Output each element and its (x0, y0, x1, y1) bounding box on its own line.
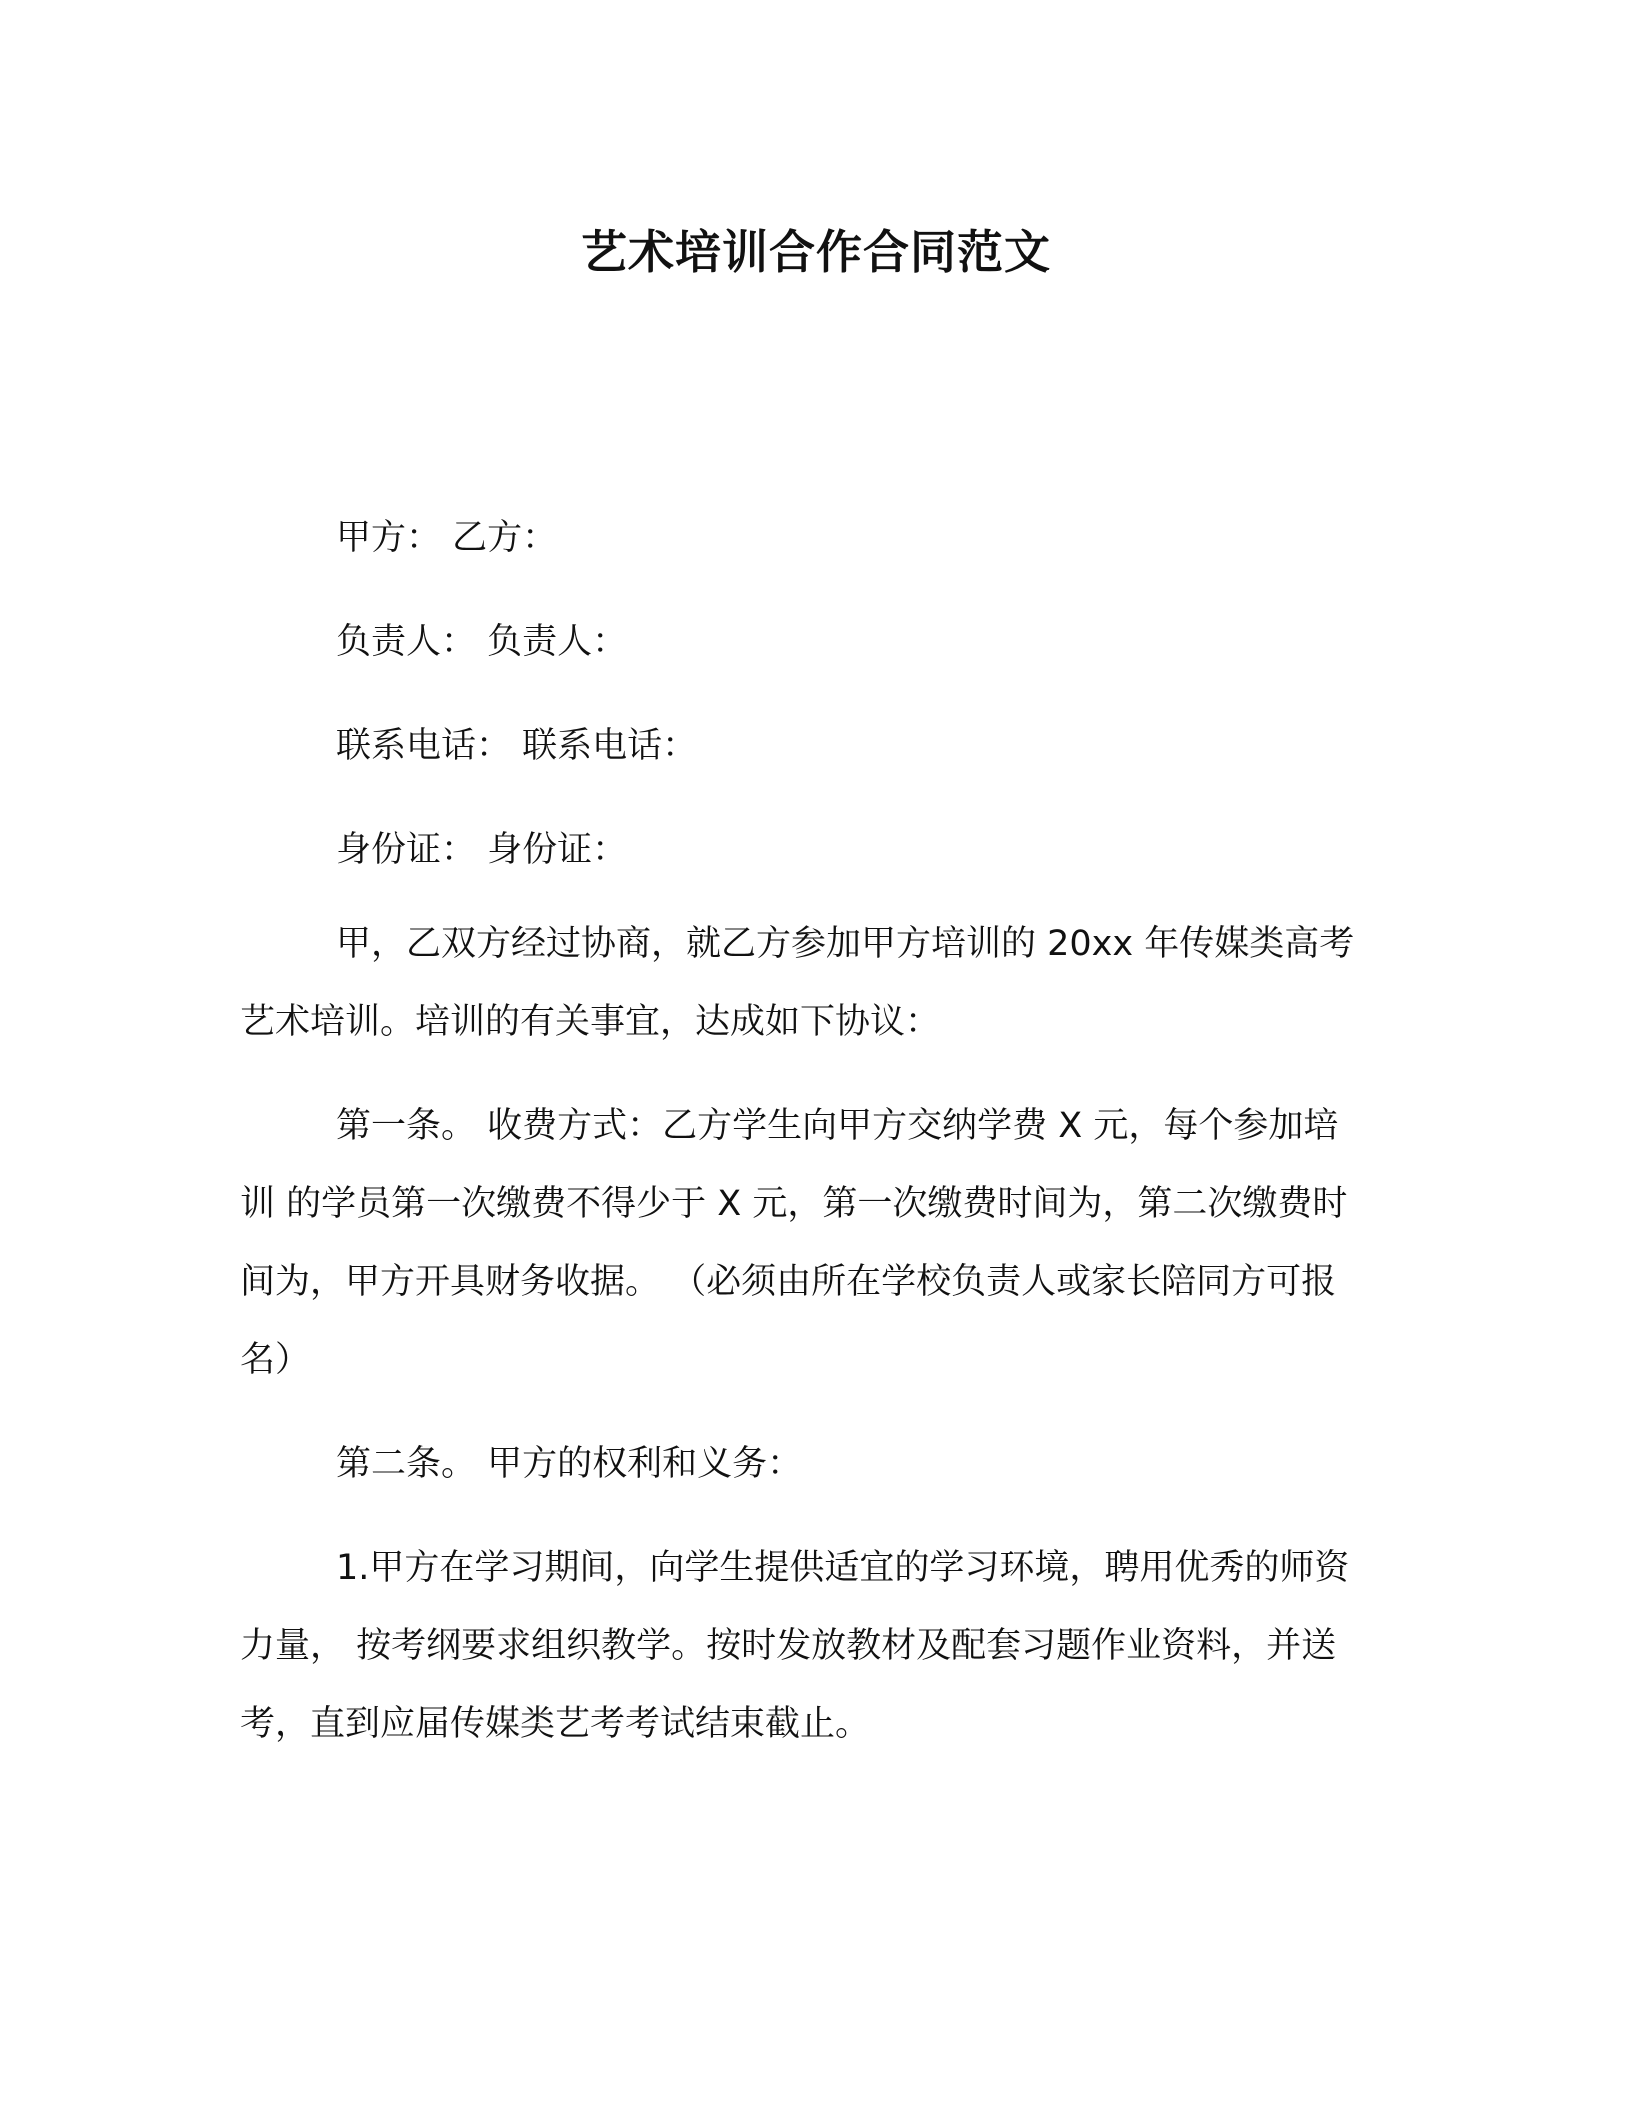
party-line: 甲方： 乙方： (336, 518, 558, 558)
phone-line: 联系电话： 联系电话： (336, 726, 698, 766)
article-two-item-one: 1.甲方在学习期间，向学生提供适宜的学习环境，聘用优秀的师资力量， 按考纲要求组织教学。按时发放教材及配套习题作业资料，并送考，直到应届传媒类艺考考试结束截止。 (240, 1548, 1350, 1744)
id-card-line: 身份证： 身份证： (336, 830, 628, 870)
document-title: 艺术培训合作合同范文 (581, 225, 1051, 279)
article-two-heading: 第二条。 甲方的权利和义务： (336, 1444, 803, 1484)
party-info-block (336, 486, 1436, 902)
intro-paragraph: 甲，乙双方经过协商，就乙方参加甲方培训的 20xx 年传媒类高考艺术培训。培训的有关事宜，达成如下协议： (240, 924, 1355, 1042)
agreement-body (240, 905, 1370, 1763)
responsible-person-line: 负责人： 负责人： (336, 622, 628, 662)
article-one-paragraph: 第一条。 收费方式：乙方学生向甲方交纳学费 X 元，每个参加培训 的学员第一次缴费不得少于 X 元，第一次缴费时间为，第二次缴费时间为，甲方开具财务收据。 （必须由所在学校负责人或家长陪同方可报名） (240, 1106, 1348, 1380)
